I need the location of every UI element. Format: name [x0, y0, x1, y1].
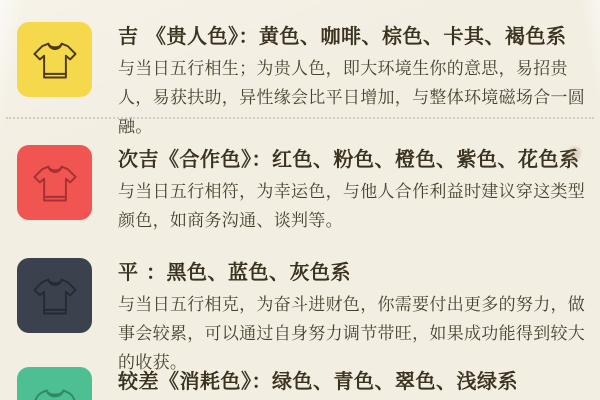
section-heading: 次吉《合作色》：红色、粉色、橙色、紫色、花色系 [118, 147, 580, 171]
section-lucky [17, 22, 586, 142]
section-second-lucky [17, 145, 586, 236]
dotted-divider [6, 117, 594, 119]
section-heading: 较差《消耗色》：绿色、青色、翠色、浅绿系 [118, 369, 518, 393]
section-heading: 吉 《贵人色》：黄色、咖啡、棕色、卡其、褐色系 [118, 24, 567, 48]
section-text [118, 367, 586, 400]
section-unlucky [17, 367, 586, 400]
section-text [118, 22, 586, 142]
section-body: 与当日五行相符，为幸运色，与他人合作利益时建议穿这类型颜色，如商务沟通、谈判等。 [118, 182, 586, 231]
tshirt-icon [17, 22, 92, 97]
section-text [118, 258, 586, 378]
tshirt-icon [17, 145, 92, 220]
section-neutral [17, 258, 586, 378]
tshirt-icon [17, 258, 92, 333]
section-body: 与当日五行相生；为贵人色，即大环境生你的意思，易招贵人，易获扶助，异性缘会比平日增加，与整体环境磁场合一圆融。 [118, 59, 586, 137]
section-text [118, 145, 586, 236]
section-heading: 平 ：黑色、蓝色、灰色系 [118, 260, 351, 284]
sweater-icon [17, 367, 92, 400]
section-body: 与当日五行相克，为奋斗进财色，你需要付出更多的努力，做事会较累，可以通过自身努力调节带旺，如果成功能得到较大的收获。 [118, 295, 586, 373]
